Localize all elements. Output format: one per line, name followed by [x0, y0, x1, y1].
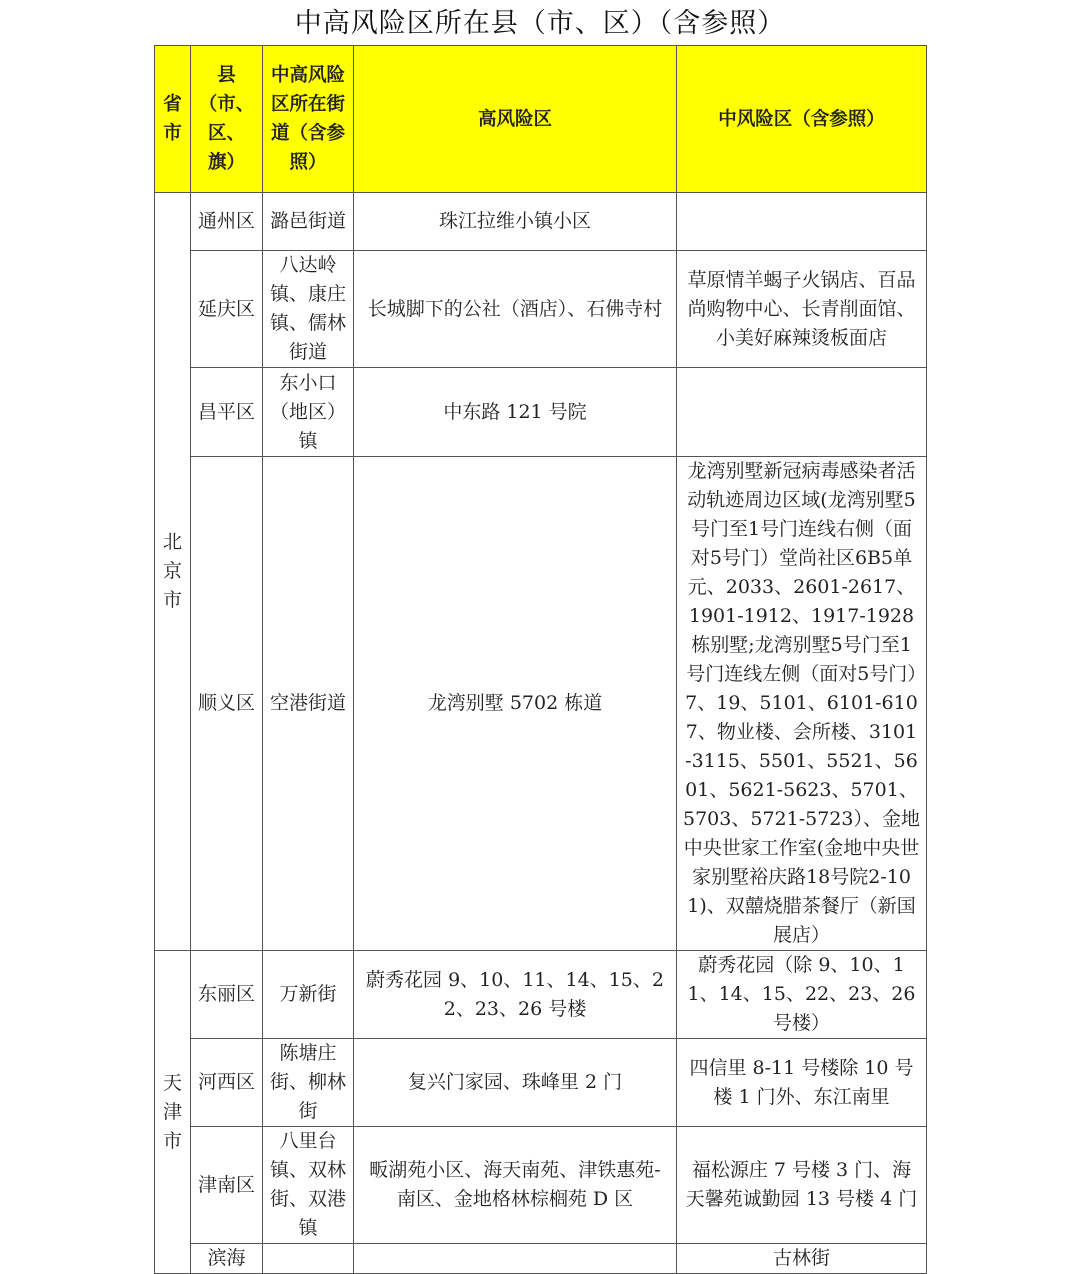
county-cell: 东丽区: [191, 951, 263, 1039]
table-row: [155, 193, 927, 251]
street-cell: 潞邑街道: [263, 193, 354, 251]
medium-risk-cell: 草原情羊蝎子火锅店、百品尚购物中心、长青削面馆、小美好麻辣烫板面店: [677, 251, 927, 368]
street-cell: 东小口（地区）镇: [263, 368, 354, 457]
county-cell: 滨海: [191, 1244, 263, 1274]
medium-risk-cell: [677, 368, 927, 457]
table-row: [155, 368, 927, 457]
high-risk-cell: 龙湾别墅 5702 栋道: [354, 457, 677, 951]
county-cell: 河西区: [191, 1039, 263, 1127]
header-medium-risk: 中风险区（含参照）: [677, 46, 927, 193]
county-cell: 通州区: [191, 193, 263, 251]
header-street: 中高风险区所在街道（含参照）: [263, 46, 354, 193]
province-cell-beijing: 北京市: [155, 193, 191, 951]
county-cell: 延庆区: [191, 251, 263, 368]
header-high-risk: 高风险区: [354, 46, 677, 193]
medium-risk-cell: 龙湾别墅新冠病毒感染者活动轨迹周边区域(龙湾别墅5号门至1号门连线右侧（面对5号门）堂尚社区6B5单元、2033、2601-2617、1901-1912、1917-1928栋别墅;龙湾别墅5号门至1号门连线左侧（面对5号门）7、19、5101、6101-6107、物业楼、会所楼、3101-3115、5501、5521、5601、5621-5623、5701、5703、5721-5723）、金地中央世家工作室(金地中央世家别墅裕庆路18号院2-101)、双囍烧腊茶餐厅（新国展店）: [677, 457, 927, 951]
street-cell: 空港街道: [263, 457, 354, 951]
high-risk-cell: 珠江拉维小镇小区: [354, 193, 677, 251]
street-cell: 陈塘庄街、柳林街: [263, 1039, 354, 1127]
medium-risk-cell: 蔚秀花园（除 9、10、11、14、15、22、23、26 号楼）: [677, 951, 927, 1039]
table-row: [155, 251, 927, 368]
high-risk-cell: 复兴门家园、珠峰里 2 门: [354, 1039, 677, 1127]
street-cell: 八里台镇、双林街、双港镇: [263, 1127, 354, 1244]
medium-risk-cell: 四信里 8-11 号楼除 10 号楼 1 门外、东江南里: [677, 1039, 927, 1127]
table-row: [155, 457, 927, 951]
high-risk-cell: 长城脚下的公社（酒店）、石佛寺村: [354, 251, 677, 368]
county-cell: 顺义区: [191, 457, 263, 951]
street-cell: 万新街: [263, 951, 354, 1039]
county-cell: 昌平区: [191, 368, 263, 457]
table-row: [155, 1127, 927, 1244]
medium-risk-cell: 古林街: [677, 1244, 927, 1274]
header-county: 县（市、区、旗）: [191, 46, 263, 193]
high-risk-cell: 蔚秀花园 9、10、11、14、15、22、23、26 号楼: [354, 951, 677, 1039]
header-province: 省市: [155, 46, 191, 193]
high-risk-cell: 中东路 121 号院: [354, 368, 677, 457]
table-row: [155, 951, 927, 1039]
medium-risk-cell: [677, 193, 927, 251]
medium-risk-cell: 福松源庄 7 号楼 3 门、海天馨苑诚勤园 13 号楼 4 门: [677, 1127, 927, 1244]
province-cell-tianjin: 天津市: [155, 951, 191, 1274]
high-risk-cell: 畈湖苑小区、海天南苑、津铁惠苑-南区、金地格林棕榈苑 D 区: [354, 1127, 677, 1244]
street-cell: 八达岭镇、康庄镇、儒林街道: [263, 251, 354, 368]
table-header-row: [155, 46, 927, 193]
county-cell: 津南区: [191, 1127, 263, 1244]
table-row: [155, 1039, 927, 1127]
risk-area-table: [154, 45, 927, 1274]
page-title: 中高风险区所在县（市、区）（含参照）: [294, 8, 786, 39]
